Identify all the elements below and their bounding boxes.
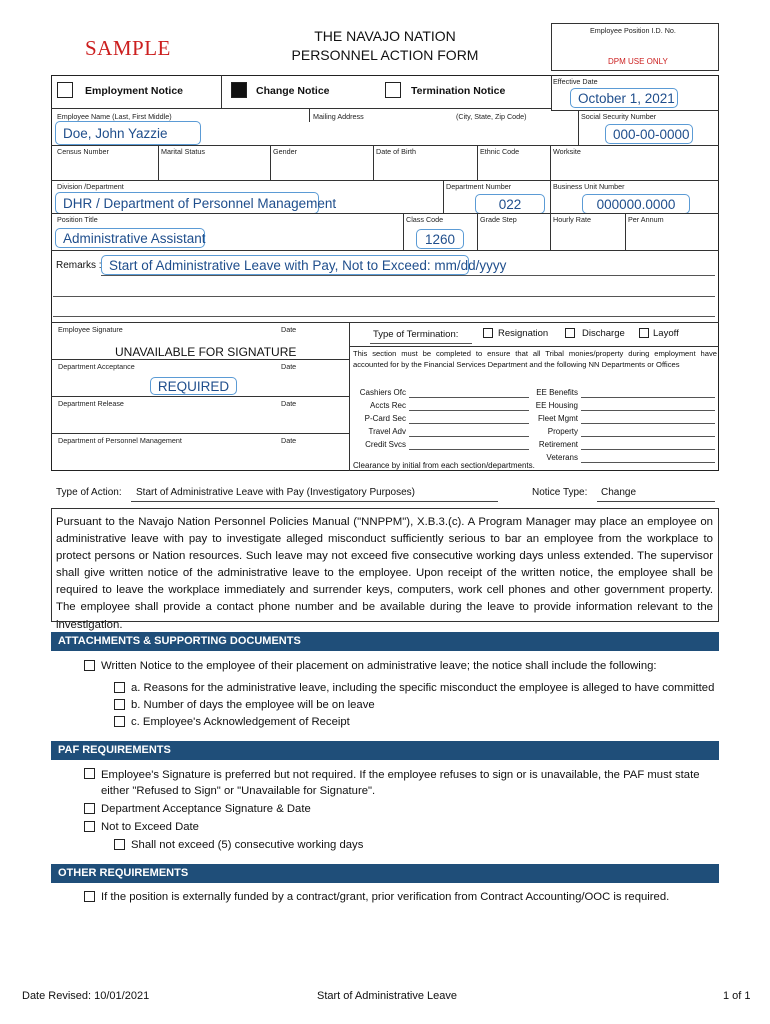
clearance-right-labels: EE Benefits EE Housing Fleet Mgmt Property Retirement Veterans	[535, 388, 578, 463]
layoff-label: Layoff	[653, 328, 679, 339]
type-of-action-label: Type of Action:	[56, 487, 122, 498]
paf-nte-sub-checkbox[interactable]	[114, 839, 125, 850]
paf-nte-checkbox[interactable]	[84, 821, 95, 832]
dpm-signature-label: Department of Personnel Management	[58, 436, 182, 445]
policy-paragraph: Pursuant to the Navajo Nation Personnel Policies Manual ("NNPPM"), X.B.3.(c). A Program Manager may place an employee on administrative leave with pay to investigate alleged misconduct sufficiently serious to bar an employee from the workplace to protect persons or Nation resources. Such leave may not exceed five consecutive working days unless extended. The supervisor shall give written notice of the administrative leave to the employee. Upon receipt of the written notice, the employee shall be required to leave the workplace immediately and surrender keys, computers, work cell phones and other government property. The employee shall provide a contact phone number and be available during the leave to provide information relevant to the investigation.	[56, 516, 713, 631]
position-title-label: Position Title	[57, 215, 98, 224]
funding-verification-checkbox[interactable]	[84, 891, 95, 902]
census-label: Census Number	[57, 147, 109, 156]
footer-title: Start of Administrative Leave	[317, 990, 458, 1002]
attachment-sub-c-checkbox[interactable]	[114, 716, 125, 727]
paf-item[interactable]: Not to Exceed Date	[101, 820, 199, 835]
dept-release-date-label: Date	[281, 399, 297, 408]
ssn-field[interactable]: 000-00-0000	[605, 124, 693, 144]
remarks-field[interactable]: Start of Administrative Leave with Pay, Not to Exceed: mm/dd/yyyy	[101, 255, 469, 275]
employment-notice-checkbox[interactable]	[57, 82, 73, 98]
dept-acceptance-label: Department Acceptance	[58, 362, 135, 371]
class-code-field[interactable]: 1260	[416, 229, 464, 249]
attachment-sub-item[interactable]: a. Reasons for the administrative leave, including the specific misconduct the employee is alleged to have committed	[131, 681, 714, 696]
dob-label: Date of Birth	[376, 147, 416, 156]
dpm-date-label: Date	[281, 436, 297, 445]
hourly-rate-label: Hourly Rate	[553, 215, 591, 224]
termination-notice-checkbox[interactable]	[385, 82, 401, 98]
attachment-sub-a-checkbox[interactable]	[114, 682, 125, 693]
date-revised: Date Revised: 10/01/2021	[22, 990, 150, 1002]
class-code-label: Class Code	[406, 215, 444, 224]
paf-acceptance-checkbox[interactable]	[84, 803, 95, 814]
attachment-sub-b-checkbox[interactable]	[114, 699, 125, 710]
resignation-label: Resignation	[498, 328, 549, 339]
type-of-action-value[interactable]: Start of Administrative Leave with Pay (Investigatory Purposes)	[136, 487, 416, 498]
attachment-sub-item[interactable]: c. Employee's Acknowledgement of Receipt	[131, 715, 350, 730]
other-requirement-item[interactable]: If the position is externally funded by a contract/grant, prior verification from Contract Accounting/OOC is required.	[101, 890, 669, 905]
ssn-label: Social Security Number	[581, 112, 657, 121]
paf-signature-checkbox[interactable]	[84, 768, 95, 779]
paf-item[interactable]: Department Acceptance Signature & Date	[101, 802, 311, 817]
business-unit-field[interactable]: 000000.0000	[582, 194, 690, 214]
gender-label: Gender	[273, 147, 297, 156]
page-number: 1 of 1	[723, 990, 751, 1002]
notice-type-label: Notice Type:	[532, 487, 588, 498]
paf-item[interactable]: Employee's Signature is preferred but not required. If the employee refuses to sign or is unavailable, the PAF must state either "Refused to Sign" or "Unavailable for Signature".	[101, 767, 715, 799]
ethnic-label: Ethnic Code	[480, 147, 520, 156]
city-state-zip-label: (City, State, Zip Code)	[456, 112, 527, 121]
dpm-use-only: DPM USE ONLY	[608, 57, 668, 66]
mailing-address-label: Mailing Address	[313, 112, 364, 121]
per-annum-label: Per Annum	[628, 215, 664, 224]
attachment-main-checkbox[interactable]	[84, 660, 95, 671]
position-title-field[interactable]: Administrative Assistant	[55, 228, 205, 248]
employee-signature-label: Employee Signature	[58, 325, 123, 334]
notice-type-value[interactable]: Change	[601, 487, 637, 498]
attachments-heading: ATTACHMENTS & SUPPORTING DOCUMENTS	[51, 632, 719, 651]
paf-sub-item[interactable]: Shall not exceed (5) consecutive working days	[131, 838, 363, 853]
termination-note: This section must be completed to ensure that all Tribal monies/property during employment have accounted for by the Financial Services Department and the following NN Departments or Offices	[353, 349, 717, 369]
position-id-label: Employee Position I.D. No.	[590, 26, 676, 35]
effective-date-field[interactable]: October 1, 2021	[570, 88, 678, 108]
remarks-label: Remarks :	[56, 260, 102, 271]
paf-heading: PAF REQUIREMENTS	[51, 741, 719, 760]
sample-stamp: SAMPLE	[85, 36, 171, 60]
other-requirements-heading: OTHER REQUIREMENTS	[51, 864, 719, 883]
grade-step-label: Grade Step	[480, 215, 517, 224]
dept-acceptance-field[interactable]: REQUIRED	[150, 377, 237, 395]
attachment-sub-item[interactable]: b. Number of days the employee will be on leave	[131, 698, 375, 713]
effective-date-label: Effective Date	[553, 77, 598, 86]
division-label: Division /Department	[57, 182, 124, 191]
resignation-checkbox[interactable]	[483, 328, 493, 338]
employee-signature-value[interactable]: UNAVAILABLE FOR SIGNATURE	[115, 345, 297, 359]
termination-notice-label: Termination Notice	[411, 85, 506, 97]
employment-notice-label: Employment Notice	[85, 85, 184, 97]
attachment-main-item[interactable]: Written Notice to the employee of their placement on administrative leave; the notice shall include the following:	[101, 659, 657, 674]
dept-number-field[interactable]: 022	[475, 194, 545, 214]
discharge-checkbox[interactable]	[565, 328, 575, 338]
change-notice-label: Change Notice	[256, 85, 330, 97]
dept-number-label: Department Number	[446, 182, 512, 191]
employee-name-field[interactable]: Doe, John Yazzie	[55, 121, 201, 145]
employee-name-label: Employee Name (Last, First Middle)	[57, 112, 172, 121]
marital-label: Marital Status	[161, 147, 205, 156]
clearance-left-labels: Cashiers Ofc Accts Rec P-Card Sec Travel Adv Credit Svcs	[359, 388, 406, 450]
layoff-checkbox[interactable]	[639, 328, 649, 338]
change-notice-checkbox[interactable]	[231, 82, 247, 98]
termination-type-label: Type of Termination:	[373, 329, 459, 340]
dept-acceptance-date-label: Date	[281, 362, 297, 371]
division-field[interactable]: DHR / Department of Personnel Management	[55, 192, 319, 214]
dept-release-label: Department Release	[58, 399, 124, 408]
form-title: THE NAVAJO NATION PERSONNEL ACTION FORM	[291, 28, 479, 63]
worksite-label: Worksite	[553, 147, 581, 156]
clearance-note: Clearance by initial from each section/departments.	[353, 461, 535, 470]
business-unit-label: Business Unit Number	[553, 182, 625, 191]
employee-sig-date-label: Date	[281, 325, 297, 334]
discharge-label: Discharge	[582, 328, 625, 339]
